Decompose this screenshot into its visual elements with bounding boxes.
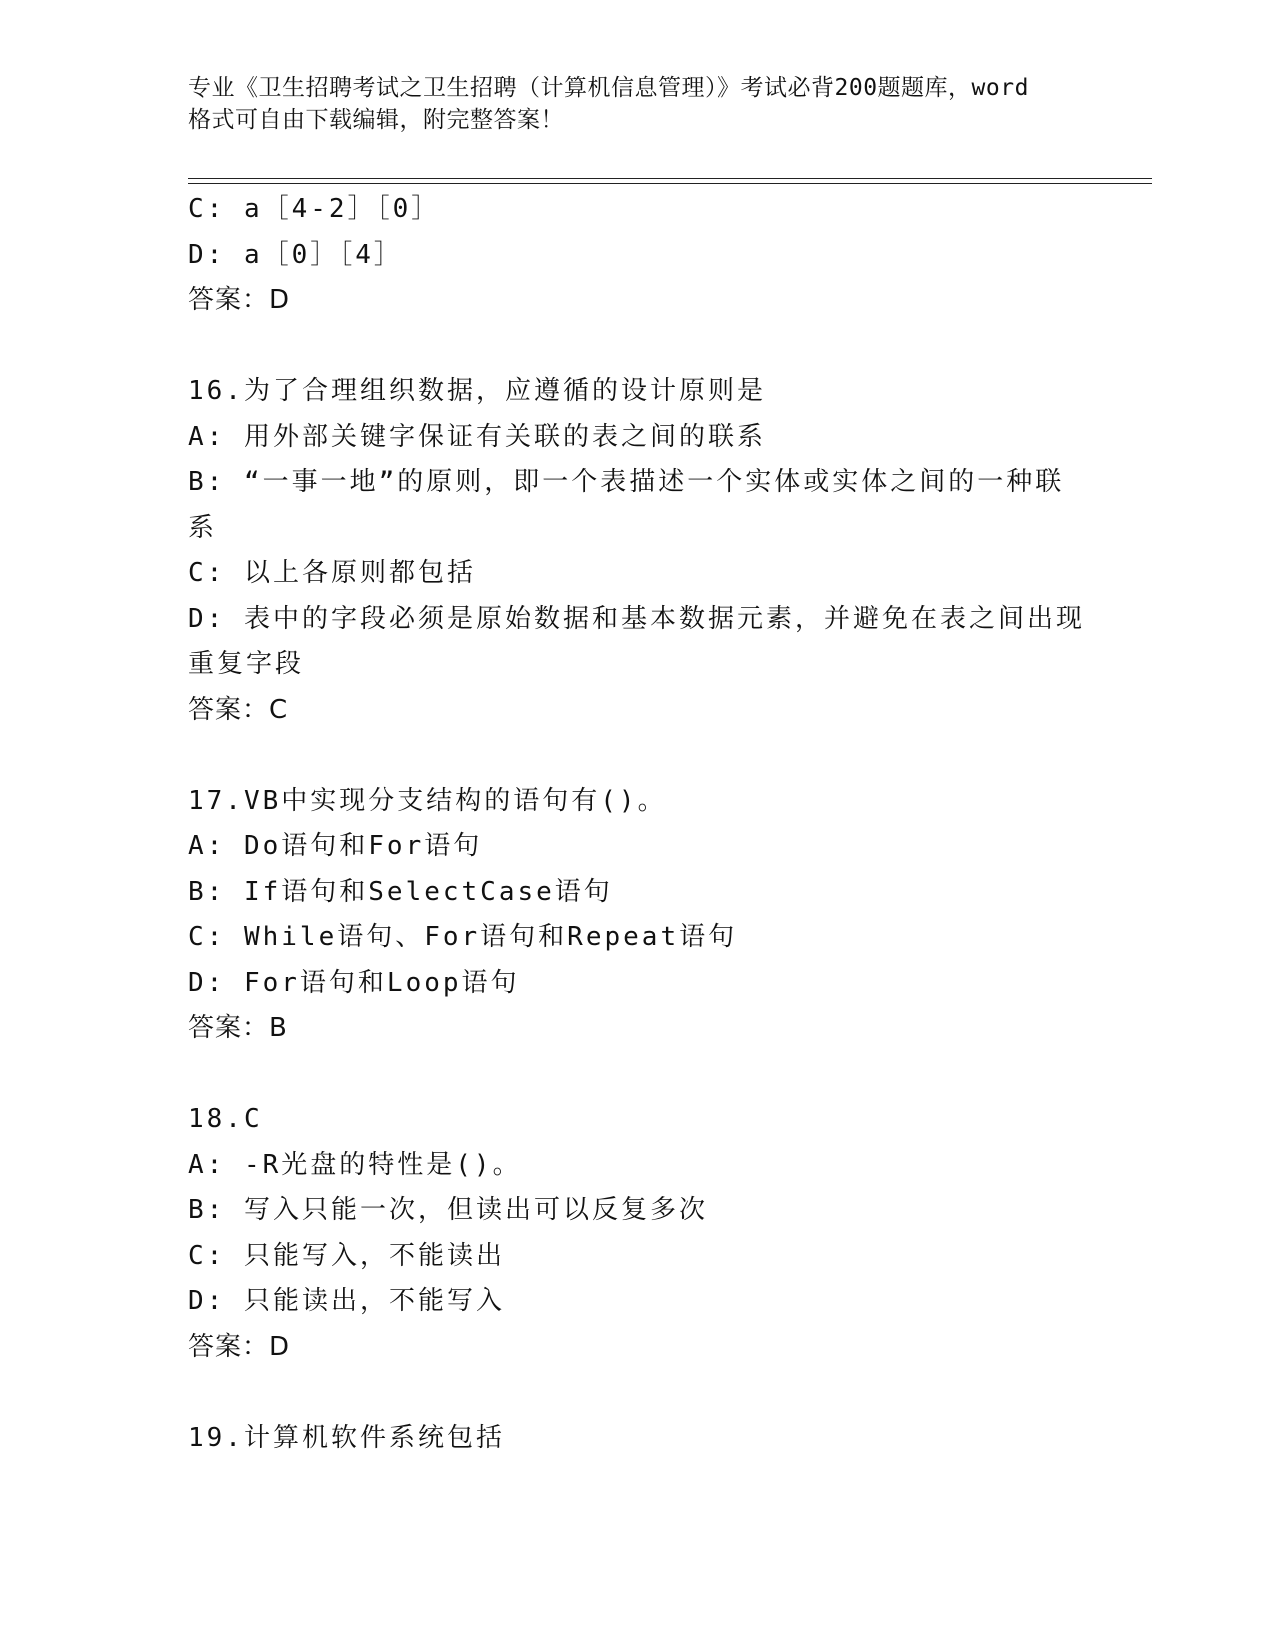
option-a: A: -R光盘的特性是()。 <box>188 1149 522 1180</box>
option-d-line-1: D: 表中的字段必须是原始数据和基本数据元素，并避免在表之间出现 <box>188 603 1085 634</box>
option-c: C: 只能写入，不能读出 <box>188 1240 505 1271</box>
answer: 答案：B <box>188 1013 288 1043</box>
question-17 <box>188 779 1108 1052</box>
option-b: B: If语句和SelectCase语句 <box>188 876 613 907</box>
header-title-line-2: 格式可自由下载编辑，附完整答案！ <box>188 107 564 133</box>
option-c: C: a［4-2］［0］ <box>188 194 441 224</box>
question-list <box>188 187 1108 1461</box>
question-15-tail <box>188 187 1108 324</box>
spacer <box>188 1052 1108 1098</box>
option-d: D: a［0］［4］ <box>188 239 403 270</box>
question-text: 16.为了合理组织数据，应遵循的设计原则是 <box>188 376 766 406</box>
option-d-line-2: 重复字段 <box>188 649 305 679</box>
option-b-line-1: B: “一事一地”的原则，即一个表描述一个实体或实体之间的一种联 <box>188 467 1065 497</box>
question-text: 18.C <box>188 1104 263 1134</box>
spacer <box>188 324 1108 370</box>
option-d: D: 只能读出，不能写入 <box>188 1286 505 1316</box>
question-text: 19.计算机软件系统包括 <box>188 1422 505 1453</box>
header-title-line-1: 专业《卫生招聘考试之卫生招聘（计算机信息管理）》考试必背200题题库，word <box>188 75 1029 101</box>
answer: 答案：C <box>188 694 289 725</box>
spacer <box>188 733 1108 779</box>
option-c: C: 以上各原则都包括 <box>188 558 476 588</box>
option-a: A: 用外部关键字保证有关联的表之间的联系 <box>188 421 766 452</box>
option-b: B: 写入只能一次，但读出可以反复多次 <box>188 1195 708 1225</box>
header-divider-top <box>188 178 1152 179</box>
question-text: 17.VB中实现分支结构的语句有()。 <box>188 785 667 816</box>
option-a: A: Do语句和For语句 <box>188 831 483 861</box>
option-b-line-2: 系 <box>188 512 218 543</box>
question-18 <box>188 1097 1108 1370</box>
option-d: D: For语句和Loop语句 <box>188 967 520 998</box>
option-c: C: While语句、For语句和Repeat语句 <box>188 922 738 952</box>
page-header <box>188 72 1088 136</box>
question-16 <box>188 369 1108 733</box>
spacer <box>188 1370 1108 1416</box>
answer: 答案：D <box>188 1331 291 1362</box>
question-19 <box>188 1416 1108 1462</box>
header-divider-bottom <box>188 183 1152 184</box>
answer: 答案：D <box>188 285 291 315</box>
